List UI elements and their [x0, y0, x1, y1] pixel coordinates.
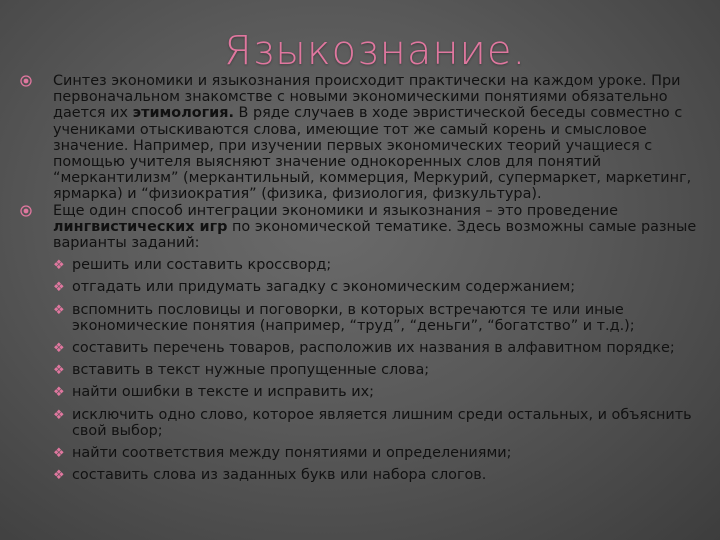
list-item: ❖ найти ошибки в тексте и исправить их;: [53, 384, 374, 401]
task-list: [20, 257, 700, 483]
paragraph-etymology: [20, 73, 700, 203]
list-item: ❖ найти соответствия между понятиями и определениями;: [53, 445, 512, 462]
list-item: ❖ отгадать или придумать загадку с экономическим содержанием;: [53, 279, 576, 296]
diamond-bullet-icon: ❖: [53, 280, 65, 296]
diamond-bullet-icon: ❖: [53, 407, 65, 423]
paragraph-games: [20, 203, 700, 252]
circle-bullet-icon: [20, 205, 32, 217]
slide-title: Языкознание.: [223, 28, 527, 74]
diamond-bullet-icon: ❖: [53, 302, 65, 318]
list-item: ❖ исключить одно слово, которое является лишним среди остальных, и объяснить свой выбор;: [53, 406, 692, 439]
list-item: ❖ вспомнить пословицы и поговорки, в которых встречаются те или иные экономические понятия (например, “труд”, “деньги”, “богатство” и т.д.);: [53, 301, 635, 334]
list-item: ❖ составить слова из заданных букв или набора слогов.: [53, 467, 487, 484]
list-item: ❖ вставить в текст нужные пропущенные слова;: [53, 362, 430, 379]
paragraph-text: Еще один способ интеграции экономики и языкознания – это проведение: [53, 202, 618, 219]
paragraph-text: Синтез экономики и языкознания происходит практически на каждом уроке. При первоначальном знакомстве с новыми экономическими понятиями обязательно дается их: [53, 73, 681, 122]
diamond-bullet-icon: ❖: [53, 385, 65, 401]
list-item: ❖ составить перечень товаров, расположив их названия в алфавитном порядке;: [53, 340, 675, 357]
diamond-bullet-icon: ❖: [53, 341, 65, 357]
bold-term: лингвистических игр: [53, 218, 228, 235]
diamond-bullet-icon: ❖: [53, 446, 65, 462]
diamond-bullet-icon: ❖: [53, 363, 65, 379]
diamond-bullet-icon: ❖: [53, 468, 65, 484]
paragraph-text: по экономической тематике. Здесь возможны самые разные варианты заданий:: [53, 218, 697, 252]
slide-body: [20, 73, 700, 483]
circle-bullet-icon: [20, 75, 32, 87]
list-item: ❖ решить или составить кроссворд;: [53, 257, 332, 274]
bold-term: этимология.: [132, 105, 234, 122]
diamond-bullet-icon: ❖: [53, 258, 65, 274]
paragraph-text: В ряде случаев в ходе эвристической беседы совместно с учениками отыскиваются слова, имеющие тот же самый корень и смысловое значение. Например, при изучении первых экономических теорий учащиеся с помощью учителя выясняют значение однокоренных слов для понятий “меркантилизм” (меркантильный, коммерция, Меркурий, супермаркет, маркетинг, ярмарка) и “физиократия” (физика, физиология, физкультура).: [53, 105, 692, 203]
